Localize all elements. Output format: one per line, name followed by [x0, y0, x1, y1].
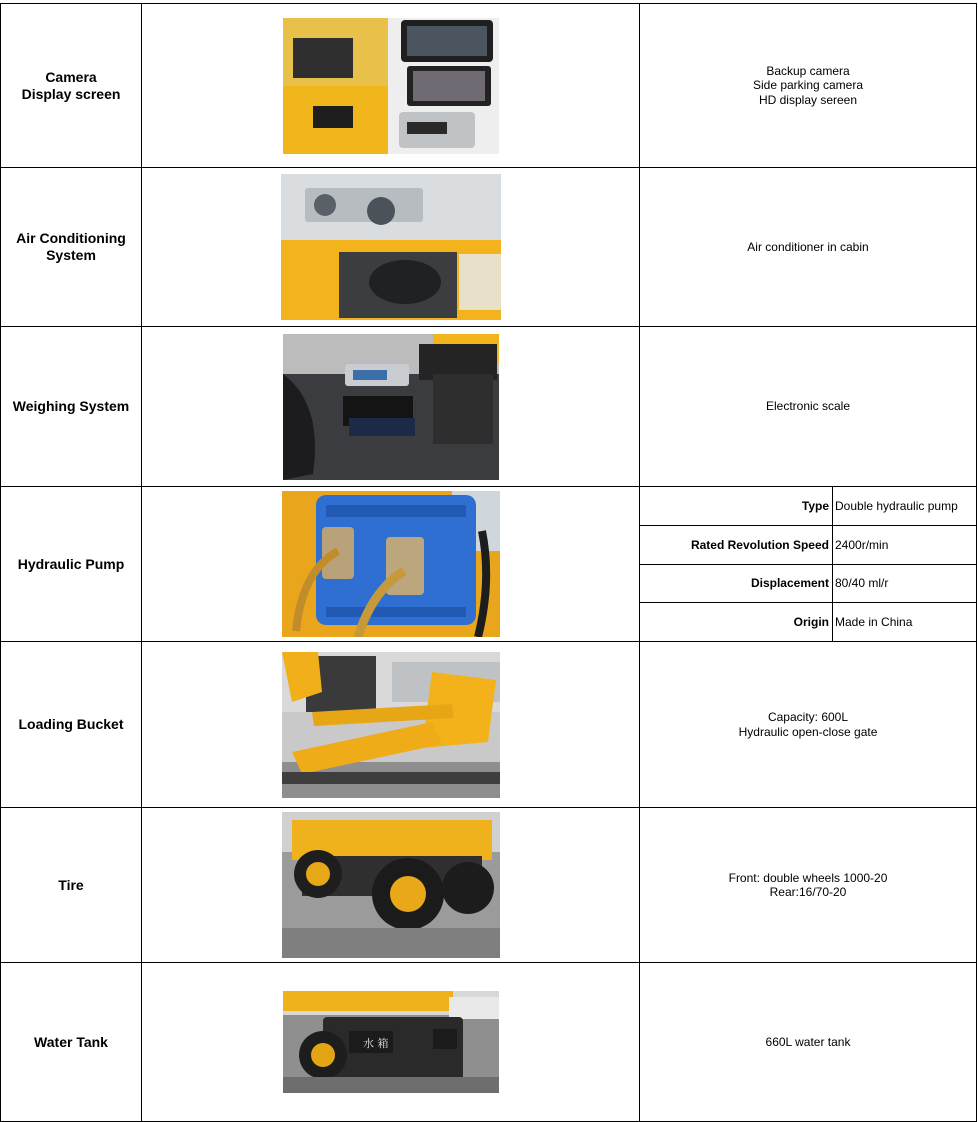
spec-value: Made in China — [835, 615, 913, 630]
spec-key: Displacement — [640, 565, 833, 603]
table-row — [0, 168, 977, 327]
row-image-cell — [141, 642, 639, 807]
camera-display-photo — [283, 18, 499, 154]
row-image-cell — [141, 168, 639, 326]
spec-key: Type — [640, 487, 833, 525]
spec-subtable — [639, 487, 977, 641]
row-image-cell — [141, 327, 639, 486]
spec-row — [640, 603, 976, 641]
spec-value: Double hydraulic pump — [835, 498, 958, 513]
spec-key: Origin — [640, 603, 833, 641]
row-label: Tire — [0, 808, 141, 962]
tire-photo — [282, 812, 500, 958]
table-row — [0, 487, 977, 642]
table-row — [0, 808, 977, 963]
hydraulic-pump-photo — [282, 491, 500, 637]
row-description: Electronic scale — [639, 327, 977, 486]
row-image-cell — [141, 963, 639, 1121]
row-label: Loading Bucket — [0, 642, 141, 807]
row-description: Backup camera Side parking camera HD display sereen — [639, 4, 977, 167]
spec-table — [0, 3, 977, 1122]
table-row — [0, 963, 977, 1122]
row-label: Water Tank — [0, 963, 141, 1121]
row-description: 660L water tank — [639, 963, 977, 1121]
spec-row — [640, 565, 976, 604]
row-label: Hydraulic Pump — [0, 487, 141, 641]
row-image-cell — [141, 808, 639, 962]
spec-row — [640, 487, 976, 526]
table-row — [0, 642, 977, 808]
table-row — [0, 4, 977, 168]
spec-row — [640, 526, 976, 565]
row-label: Weighing System — [0, 327, 141, 486]
table-row — [0, 327, 977, 487]
spec-value: 80/40 ml/r — [835, 576, 889, 591]
row-description: Front: double wheels 1000-20 Rear:16/70-20 — [639, 808, 977, 962]
water-tank-photo — [283, 991, 499, 1093]
row-label: Camera Display screen — [0, 4, 141, 167]
spec-value: 2400r/min — [835, 537, 889, 552]
row-image-cell — [141, 4, 639, 167]
tank-lettering: 水 箱 — [362, 1037, 388, 1050]
air-conditioner-photo — [281, 174, 501, 320]
spec-key: Rated Revolution Speed — [640, 526, 833, 564]
row-image-cell — [141, 487, 639, 641]
row-label: Air Conditioning System — [0, 168, 141, 326]
weighing-system-photo — [283, 334, 499, 480]
row-description: Capacity: 600L Hydraulic open-close gate — [639, 642, 977, 807]
loading-bucket-photo — [282, 652, 500, 798]
row-description: Air conditioner in cabin — [639, 168, 977, 326]
